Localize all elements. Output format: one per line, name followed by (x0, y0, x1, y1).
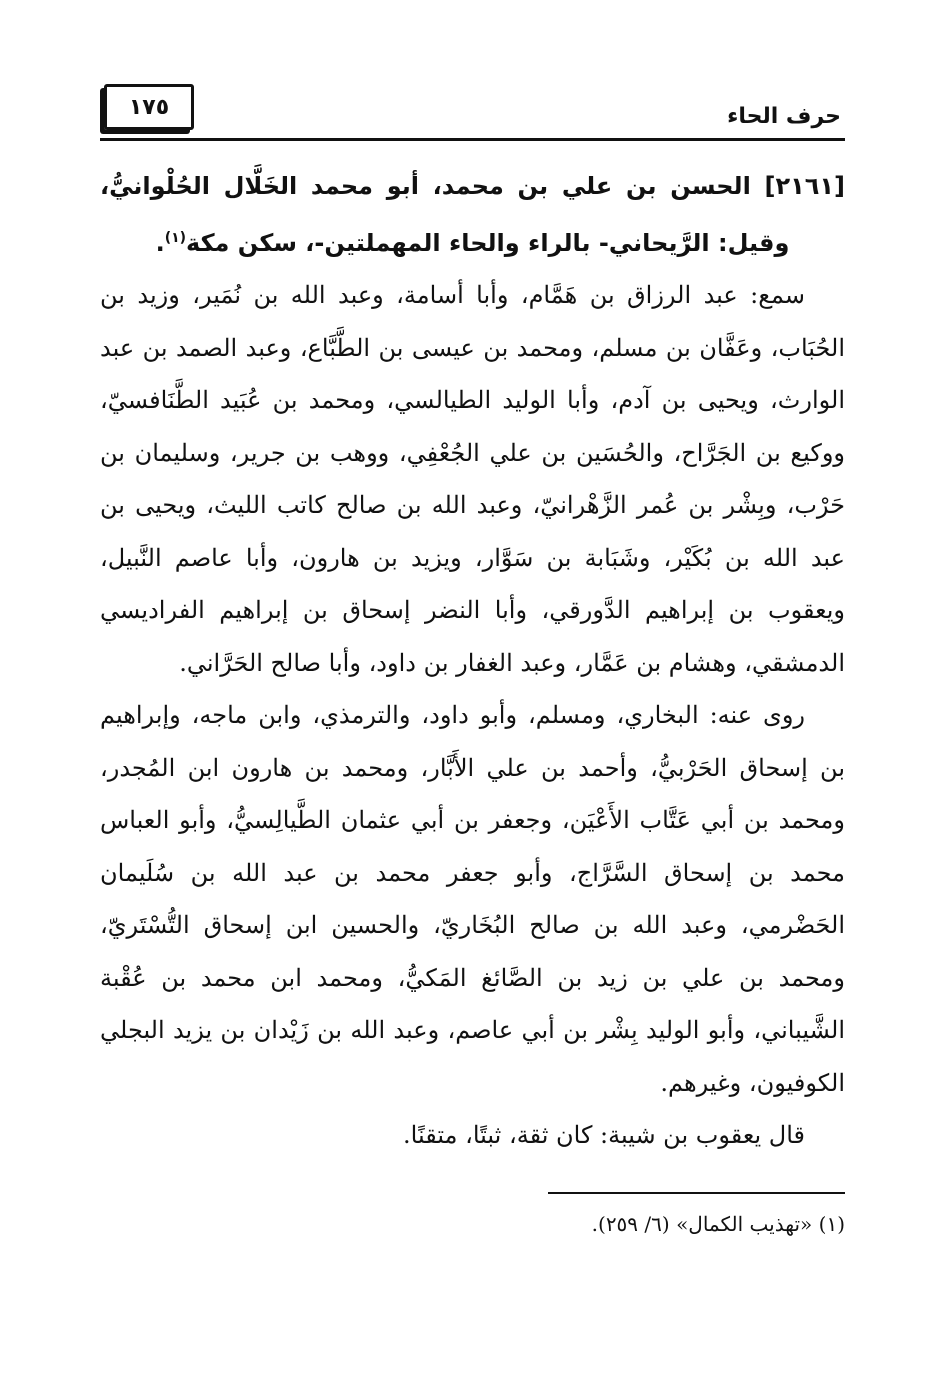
footnote-ref: (١) (164, 230, 187, 246)
teachers-paragraph: سمع: عبد الرزاق بن هَمَّام، وأبا أسامة، وعبد الله بن نُمَير، وزيد بن الحُبَاب، وعَفَّان بن مسلم، ومحمد بن عيسى بن الطَّبَّاع، وعبد الصمد بن عبد الوارث، ويحيى بن آدم، وأبا الوليد الطيالسي، ومحمد بن عُبَيد الطَّنَافسيّ، ووكيع بن الجَرَّاح، والحُسَين بن علي الجُعْفِي، ووهب بن جرير، وسليمان بن حَرْب، وبِشْر بن عُمر الزَّهْرانيّ، وعبد الله بن صالح كاتب الليث، ويحيى بن عبد الله بن بُكَيْر، وشَبَابة بن سَوَّار، ويزيد بن هارون، وأبا عاصم النَّبيل، ويعقوب بن إبراهيم الدَّورقي، وأبا النضر إسحاق بن إبراهيم الفراديسي الدمشقي، وهشام بن عَمَّار، وعبد الغفار بن داود، وأبا صالح الحَرَّاني. (100, 281, 845, 677)
footnote: (١) «تهذيب الكمال» (٦/ ٢٥٩). (591, 1212, 845, 1236)
page-header (100, 84, 845, 136)
running-title: حرف الحاء (727, 104, 841, 129)
entry-body (100, 160, 845, 1162)
grading-paragraph: قال يعقوب بن شيبة: كان ثقة، ثبتًا، متقنًا. (403, 1121, 805, 1149)
entry-heading: [٢١٦١] الحسن بن علي بن محمد، أبو محمد الخَلَّال الحُلْوانيُّ، وقيل: الرَّيحاني- بالراء والحاء المهملتين-، سكن مكة$^{(١)}$. (100, 172, 845, 257)
page-number: ١٧٥ (104, 84, 194, 130)
header-rule (100, 138, 845, 141)
students-paragraph: روى عنه: البخاري، ومسلم، وأبو داود، والترمذي، وابن ماجه، وإبراهيم بن إسحاق الحَرْبيُّ، وأحمد بن علي الأَبَّار، ومحمد بن هارون ابن المُجدر، ومحمد بن أبي عَتَّاب الأَعْيَن، وجعفر بن أبي عثمان الطَّيالِسيُّ، وأبو العباس محمد بن إسحاق السَّرَّاج، وأبو جعفر محمد بن عبد الله بن سُلَيمان الحَضْرمي، وعبد الله بن صالح البُخَاريّ، والحسين ابن إسحاق التُّسْتَريّ، ومحمد بن علي بن زيد بن الصَّائغ المَكيُّ، ومحمد ابن محمد بن عُقْبة الشَّيباني، وأبو الوليد بِشْر بن أبي عاصم، وعبد الله بن زَيْدان بن يزيد البجلي الكوفيون، وغيرهم. (100, 701, 845, 1097)
entry-heading-text: [٢١٦١] الحسن بن علي بن محمد، أبو محمد الخَلَّال الحُلْوانيُّ، وقيل: الرَّيحاني- بالراء والحاء المهملتين-، سكن مكة (100, 172, 845, 257)
footnote-rule (548, 1192, 845, 1194)
